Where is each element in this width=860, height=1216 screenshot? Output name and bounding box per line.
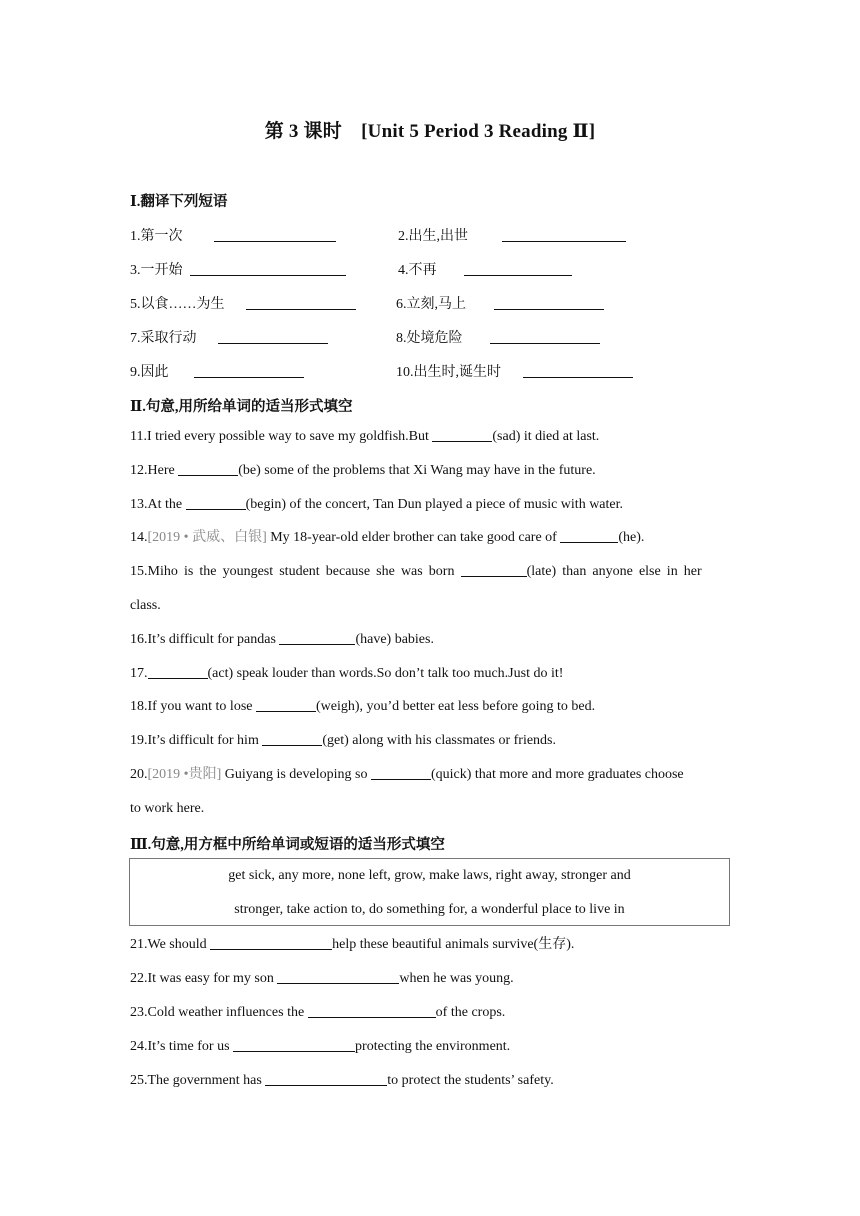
answer-blank[interactable] <box>214 227 336 242</box>
phrase-label: 8.处境危险 <box>396 331 463 346</box>
phrase-item-8 <box>396 327 600 347</box>
phrase-item-7 <box>130 327 328 347</box>
answer-blank[interactable] <box>502 227 626 242</box>
question-text: (begin) of the concert, Tan Dun played a piece of music with water. <box>245 497 624 512</box>
section-2-heading: Ⅱ.句意,用所给单词的适当形式填空 <box>130 399 353 415</box>
answer-blank[interactable] <box>186 495 246 510</box>
phrase-item-5 <box>130 293 356 313</box>
answer-blank[interactable] <box>262 731 322 746</box>
phrase-label: 6.立刻,马上 <box>396 297 466 312</box>
answer-blank[interactable] <box>464 261 572 276</box>
question-text: 16.It’s difficult for pandas <box>130 632 280 647</box>
question-text: Guiyang is developing so <box>221 767 371 782</box>
answer-blank[interactable] <box>461 562 527 577</box>
question-text: (he). <box>618 530 645 545</box>
question-text: help these beautiful animals survive(生存). <box>332 937 575 952</box>
question-text: 22.It was easy for my son <box>130 971 278 986</box>
phrase-label: 7.采取行动 <box>130 331 197 346</box>
word-box-line-2: stronger, take action to, do something for, a wonderful place to live in <box>234 902 625 917</box>
question-text: 19.It’s difficult for him <box>130 733 263 748</box>
answer-blank[interactable] <box>246 295 356 310</box>
answer-blank[interactable] <box>371 765 431 780</box>
question-19 <box>130 731 731 751</box>
question-text: (act) speak louder than words.So don’t talk too much.Just do it! <box>207 666 564 681</box>
phrase-label: 1.第一次 <box>130 229 183 244</box>
phrase-label: 4.不再 <box>398 263 437 278</box>
question-text: 23.Cold weather influences the <box>130 1005 308 1020</box>
phrase-label: 9.因此 <box>130 365 169 380</box>
question-text: to protect the students’ safety. <box>387 1073 554 1088</box>
answer-blank[interactable] <box>218 329 328 344</box>
question-text: (get) along with his classmates or friends. <box>322 733 557 748</box>
question-text: (be) some of the problems that Xi Wang may have in the future. <box>238 463 596 478</box>
answer-blank[interactable] <box>178 461 238 476</box>
question-20-cont: to work here. <box>130 801 205 816</box>
answer-blank[interactable] <box>308 1003 436 1018</box>
question-source: [2019 •贵阳] <box>147 767 222 782</box>
question-source: [2019 • 武威、白银] <box>147 530 267 545</box>
question-24 <box>130 1037 731 1057</box>
question-text: 18.If you want to lose <box>130 699 256 714</box>
phrase-label: 3.一开始 <box>130 263 183 278</box>
question-22 <box>130 969 731 989</box>
question-text: 25.The government has <box>130 1073 266 1088</box>
question-text: (late) than anyone else in her <box>526 564 702 579</box>
phrase-label: 10.出生时,诞生时 <box>396 365 501 380</box>
answer-blank[interactable] <box>256 697 316 712</box>
question-25 <box>130 1071 731 1091</box>
answer-blank[interactable] <box>190 261 346 276</box>
phrase-item-10 <box>396 361 633 381</box>
phrase-item-9 <box>130 361 304 381</box>
question-text: (have) babies. <box>355 632 434 647</box>
question-23 <box>130 1003 731 1023</box>
phrase-item-2 <box>398 225 626 245</box>
question-16 <box>130 630 731 650</box>
question-text: 13.At the <box>130 497 186 512</box>
page-title: 第 3 课时 [Unit 5 Period 3 Reading Ⅱ] <box>264 121 596 142</box>
answer-blank[interactable] <box>148 664 208 679</box>
answer-blank[interactable] <box>432 427 492 442</box>
question-text: protecting the environment. <box>355 1039 511 1054</box>
question-text: when he was young. <box>399 971 514 986</box>
answer-blank[interactable] <box>194 363 304 378</box>
question-21 <box>130 935 731 955</box>
question-text: (weigh), you’d better eat less before going to bed. <box>315 699 596 714</box>
question-text: My 18-year-old elder brother can take good care of <box>266 530 561 545</box>
question-text: (sad) it died at last. <box>492 429 600 444</box>
answer-blank[interactable] <box>279 630 355 645</box>
question-text: 17. <box>130 666 148 681</box>
question-12 <box>130 461 731 481</box>
question-text: (quick) that more and more graduates choose <box>430 767 684 782</box>
word-box <box>129 858 730 926</box>
question-17 <box>130 664 731 684</box>
question-text: 21.We should <box>130 937 211 952</box>
answer-blank[interactable] <box>233 1037 355 1052</box>
answer-blank[interactable] <box>277 969 399 984</box>
question-number: 14. <box>130 530 148 545</box>
question-15-cont: class. <box>130 598 161 613</box>
question-text: 12.Here <box>130 463 179 478</box>
phrase-item-3 <box>130 259 346 279</box>
section-1-heading: Ⅰ.翻译下列短语 <box>130 194 228 210</box>
question-14 <box>130 528 731 548</box>
phrase-label: 5.以食……为生 <box>130 297 225 312</box>
word-box-line-1: get sick, any more, none left, grow, make laws, right away, stronger and <box>228 868 631 883</box>
section-3-heading: Ⅲ.句意,用方框中所给单词或短语的适当形式填空 <box>130 837 445 853</box>
answer-blank[interactable] <box>265 1071 387 1086</box>
answer-blank[interactable] <box>490 329 600 344</box>
answer-blank[interactable] <box>560 528 618 543</box>
phrase-item-1 <box>130 225 336 245</box>
question-13 <box>130 495 731 515</box>
question-text: 11.I tried every possible way to save my goldfish.But <box>130 429 433 444</box>
question-11 <box>130 427 731 447</box>
question-number: 20. <box>130 767 148 782</box>
phrase-item-6 <box>396 293 604 313</box>
question-text: 24.It’s time for us <box>130 1039 234 1054</box>
question-text: 15.Miho is the youngest student because she was born <box>130 564 461 579</box>
answer-blank[interactable] <box>523 363 633 378</box>
answer-blank[interactable] <box>494 295 604 310</box>
phrase-label: 2.出生,出世 <box>398 229 468 244</box>
phrase-item-4 <box>398 259 572 279</box>
question-18 <box>130 697 731 717</box>
question-20 <box>130 765 731 785</box>
question-text: of the crops. <box>435 1005 506 1020</box>
answer-blank[interactable] <box>210 935 332 950</box>
question-15 <box>130 562 731 582</box>
